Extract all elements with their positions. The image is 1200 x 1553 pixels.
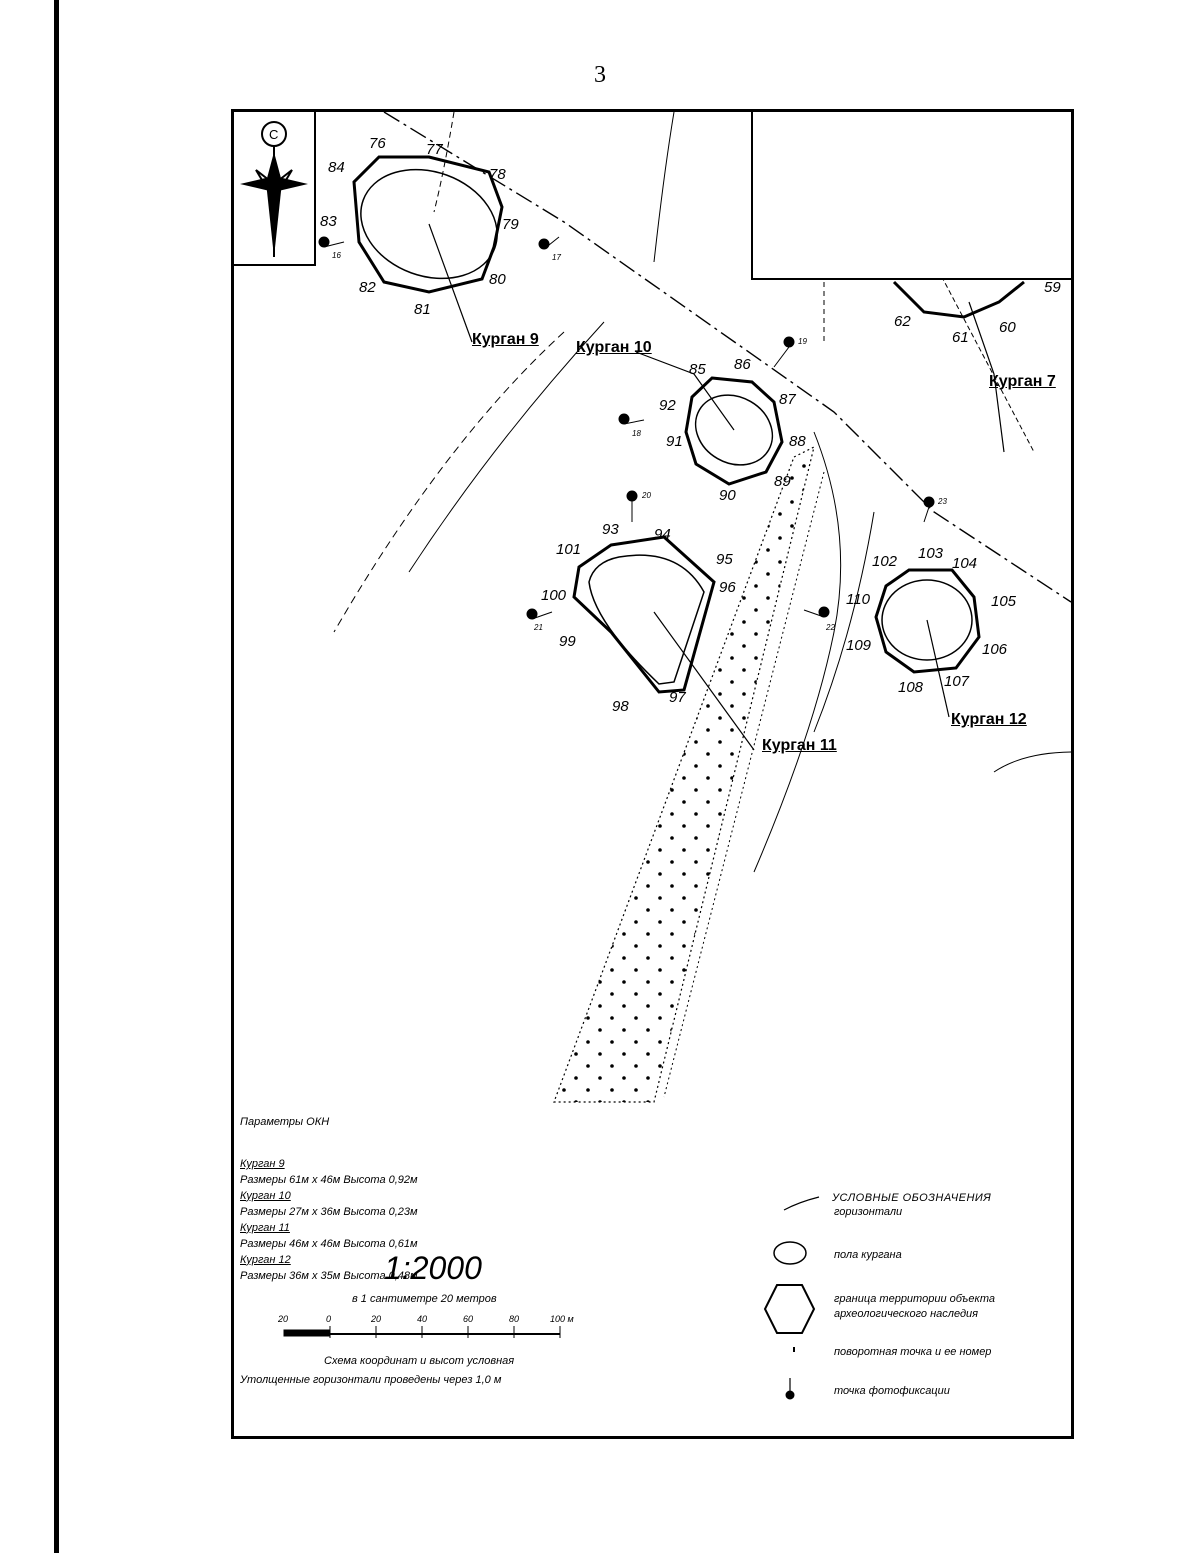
point-100: 100: [541, 587, 567, 604]
point-77: 77: [426, 141, 443, 158]
point-105: 105: [991, 593, 1017, 610]
point-109: 109: [846, 637, 872, 654]
photo-point-16: 16: [332, 251, 341, 260]
scale-tick-6: 100 м: [550, 1314, 574, 1324]
scale-tick-1: 0: [326, 1314, 332, 1324]
point-102: 102: [872, 553, 898, 570]
scale-tick-3: 40: [417, 1314, 428, 1324]
page-number: 3: [594, 62, 606, 88]
kurgan-7-label: Курган 7: [989, 373, 1056, 390]
photo-point-18: 18: [632, 429, 641, 438]
compass-north-letter: С: [269, 127, 279, 142]
point-92: 92: [659, 397, 676, 414]
point-103: 103: [918, 545, 944, 562]
kurgan-10-label: Курган 10: [576, 339, 652, 356]
point-94: 94: [654, 526, 671, 543]
photo-point-21: 21: [534, 623, 543, 632]
param-name-kurgan-12: Курган 12: [240, 1253, 291, 1266]
point-95: 95: [716, 551, 733, 568]
photo-point-23: 23: [938, 497, 947, 506]
point-90: 90: [719, 487, 736, 504]
scale-tick-0: 20: [278, 1314, 289, 1324]
param-name-kurgan-9: Курган 9: [240, 1157, 285, 1170]
point-59: 59: [1044, 279, 1061, 296]
kurgan-9-boundary: [354, 157, 502, 292]
param-text-kurgan-9: Размеры 61м х 46м Высота 0,92м: [240, 1173, 418, 1186]
param-text-kurgan-12: Размеры 36м х 35м Высота 0,48м: [240, 1269, 418, 1282]
point-107: 107: [944, 673, 970, 690]
point-79: 79: [502, 216, 519, 233]
point-88: 88: [789, 433, 806, 450]
point-98: 98: [612, 698, 629, 715]
scale-tick-4: 60: [463, 1314, 474, 1324]
point-108: 108: [898, 679, 924, 696]
point-96: 96: [719, 579, 736, 596]
scale-tick-5: 80: [509, 1314, 520, 1324]
legend-item-photo-point: точка фотофиксации: [834, 1385, 950, 1397]
point-82: 82: [359, 279, 376, 296]
point-62: 62: [894, 313, 911, 330]
page-left-rule: [54, 0, 59, 1553]
point-80: 80: [489, 271, 506, 288]
param-text-kurgan-10: Размеры 27м х 36м Высота 0,23м: [240, 1205, 418, 1218]
parameters-heading: Параметры ОКН: [240, 1116, 330, 1128]
scale-note-contours: Утолщенные горизонтали проведены через 1,0 м: [240, 1374, 502, 1386]
scale-tick-2: 20: [371, 1314, 382, 1324]
param-name-kurgan-11: Курган 11: [240, 1221, 290, 1234]
scale-caption: в 1 сантиметре 20 метров: [352, 1293, 497, 1305]
title-block: [751, 112, 1074, 280]
point-83: 83: [320, 213, 337, 230]
param-text-kurgan-11: Размеры 46м х 46м Высота 0,61м: [240, 1237, 418, 1250]
point-78: 78: [489, 166, 506, 183]
point-99: 99: [559, 633, 576, 650]
point-60: 60: [999, 319, 1016, 336]
point-89: 89: [774, 473, 791, 490]
legend-item-boundary: граница территории объекта археологического наследия: [834, 1293, 995, 1320]
point-84: 84: [328, 159, 345, 176]
point-97: 97: [669, 689, 686, 706]
kurgan-11-label: Курган 11: [762, 737, 837, 754]
point-86: 86: [734, 356, 751, 373]
point-81: 81: [414, 301, 431, 318]
legend-item-turning-point: поворотная точка и ее номер: [834, 1346, 992, 1358]
kurgan-11-floor: [589, 555, 704, 684]
point-91: 91: [666, 433, 683, 450]
scale-note-coordinates: Схема координат и высот условная: [324, 1355, 515, 1367]
kurgan-12-label: Курган 12: [951, 711, 1027, 728]
scale-ratio: 1:2000: [384, 1250, 482, 1286]
compass-box: [234, 112, 316, 266]
scale-bar: [284, 1326, 560, 1338]
kurgan-10-boundary: [686, 378, 782, 484]
param-name-kurgan-10: Курган 10: [240, 1189, 291, 1202]
legend-item-contours: горизонтали: [834, 1206, 903, 1218]
point-76: 76: [369, 135, 386, 152]
point-106: 106: [982, 641, 1008, 658]
photo-point-17: 17: [552, 253, 561, 262]
map-frame: [231, 109, 1074, 1439]
kurgan-7-boundary: [894, 282, 1024, 317]
point-87: 87: [779, 391, 796, 408]
photo-point-22: 22: [826, 623, 835, 632]
photo-point-19: 19: [798, 337, 807, 346]
point-85: 85: [689, 361, 706, 378]
legend-title: УСЛОВНЫЕ ОБОЗНАЧЕНИЯ: [832, 1192, 992, 1204]
road-strip: [554, 447, 814, 1102]
photo-point-20: 20: [642, 491, 651, 500]
legend-item-kurgan-floor: пола кургана: [834, 1249, 902, 1261]
point-104: 104: [952, 555, 978, 572]
point-93: 93: [602, 521, 619, 538]
kurgan-9-label: Курган 9: [472, 331, 539, 348]
point-110: 110: [846, 591, 870, 608]
point-61: 61: [952, 329, 969, 346]
legend-symbols: [765, 1197, 819, 1399]
point-101: 101: [556, 541, 582, 558]
photo-points: [319, 237, 934, 619]
